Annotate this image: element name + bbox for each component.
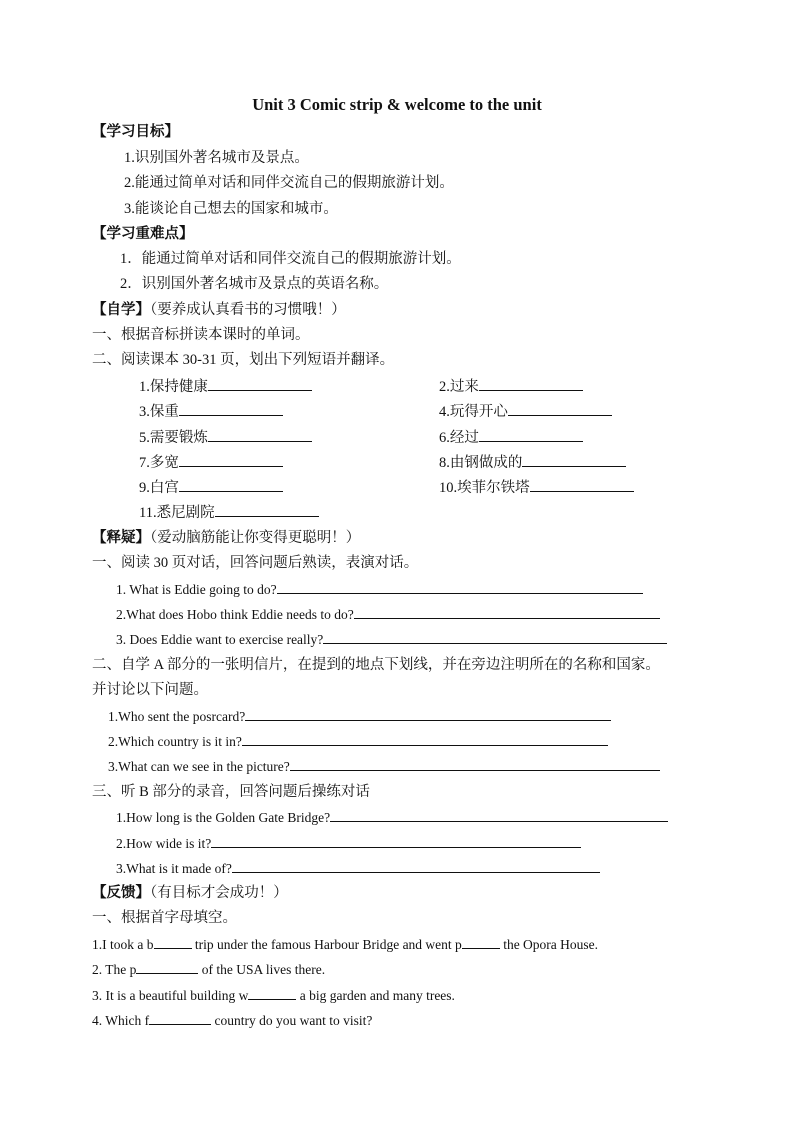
phrase-item: 9.白宫 [139, 478, 283, 497]
explain-note: （爱动脑筋能让你变得更聪明！） [150, 530, 361, 546]
feedback-heading: 【反馈】 [92, 885, 150, 901]
objective-item: 3.能谈论自己想去的国家和城市。 [124, 201, 338, 217]
answer-blank[interactable] [479, 428, 583, 442]
explain-part3-instruction: 三、听 B 部分的录音，回答问题后操练对话 [92, 784, 370, 800]
self-study-header [92, 301, 346, 319]
question-item: 1.How long is the Golden Gate Bridge? [116, 808, 668, 827]
key-points-heading: 【学习重难点】 [92, 226, 194, 242]
objective-item: 2.能通过简单对话和同伴交流自己的假期旅游计划。 [124, 175, 454, 191]
answer-blank[interactable] [136, 960, 198, 974]
answer-blank[interactable] [211, 834, 581, 848]
question-item: 2.How wide is it? [116, 834, 581, 853]
answer-blank[interactable] [330, 808, 668, 822]
answer-blank[interactable] [462, 935, 500, 949]
answer-blank[interactable] [242, 732, 608, 746]
answer-blank[interactable] [290, 757, 660, 771]
answer-blank[interactable] [508, 402, 612, 416]
phrase-item: 11.悉尼剧院 [139, 503, 319, 522]
explain-part2-instruction: 二、自学 A 部分的一张明信片，在提到的地点下划线，并在旁边注明所在的名称和国家。 [92, 657, 660, 673]
question-item: 3.What is it made of? [116, 859, 600, 878]
fill-blank-item: 2. The p of the USA lives there. [92, 962, 326, 977]
answer-blank[interactable] [530, 478, 634, 492]
answer-blank[interactable] [208, 377, 312, 391]
answer-blank[interactable] [179, 478, 283, 492]
answer-blank[interactable] [232, 859, 600, 873]
answer-blank[interactable] [208, 428, 312, 442]
answer-blank[interactable] [248, 986, 296, 1000]
answer-blank[interactable] [149, 1011, 211, 1025]
phrase-item: 4.玩得开心 [439, 402, 612, 421]
answer-blank[interactable] [215, 503, 319, 517]
page-title: Unit 3 Comic strip & welcome to the unit [252, 95, 542, 114]
fill-blank-item: 4. Which f country do you want to visit? [92, 1013, 373, 1028]
answer-blank[interactable] [245, 707, 611, 721]
phrase-item: 7.多宽 [139, 453, 283, 472]
answer-blank[interactable] [277, 580, 643, 594]
self-study-task: 一、根据音标拼读本课时的单词。 [92, 327, 310, 343]
objective-item: 1.识别国外著名城市及景点。 [124, 150, 309, 166]
answer-blank[interactable] [154, 935, 192, 949]
phrase-item: 6.经过 [439, 428, 583, 447]
phrase-item: 2.过来 [439, 377, 583, 396]
answer-blank[interactable] [323, 630, 667, 644]
answer-blank[interactable] [354, 605, 660, 619]
feedback-header [92, 884, 288, 902]
feedback-instruction: 一、根据首字母填空。 [92, 910, 237, 926]
explain-part2-instruction: 并讨论以下问题。 [92, 682, 208, 698]
question-item: 3. Does Eddie want to exercise really? [116, 630, 667, 649]
phrase-item: 8.由钢做成的 [439, 453, 626, 472]
question-item: 1.Who sent the posrcard? [108, 707, 611, 726]
feedback-note: （有目标才会成功！） [150, 885, 288, 901]
phrase-item: 1.保持健康 [139, 377, 312, 396]
self-study-heading: 【自学】 [92, 302, 150, 318]
answer-blank[interactable] [179, 402, 283, 416]
phrase-item: 10.埃菲尔铁塔 [439, 478, 634, 497]
key-point-item: 1．能通过简单对话和同伴交流自己的假期旅游计划。 [120, 251, 461, 267]
question-item: 2.Which country is it in? [108, 732, 608, 751]
answer-blank[interactable] [522, 453, 626, 467]
question-item: 1. What is Eddie going to do? [116, 580, 643, 599]
phrase-item: 5.需要锻炼 [139, 428, 312, 447]
fill-blank-item: 1.I took a b trip under the famous Harbour Bridge and went p the Opora House. [92, 937, 599, 952]
key-point-item: 2．识别国外著名城市及景点的英语名称。 [120, 276, 389, 292]
self-study-task: 二、阅读课本 30-31 页，划出下列短语并翻译。 [92, 352, 395, 368]
explain-header [92, 529, 360, 547]
answer-blank[interactable] [179, 453, 283, 467]
explain-heading: 【释疑】 [92, 530, 150, 546]
self-study-note: （要养成认真看书的习惯哦！） [150, 302, 346, 318]
answer-blank[interactable] [479, 377, 583, 391]
objectives-heading: 【学习目标】 [92, 124, 179, 140]
question-item: 3.What can we see in the picture? [108, 757, 660, 776]
question-item: 2.What does Hobo think Eddie needs to do? [116, 605, 660, 624]
fill-blank-item: 3. It is a beautiful building w a big garden and many trees. [92, 988, 455, 1003]
explain-part1-instruction: 一、阅读 30 页对话，回答问题后熟读，表演对话。 [92, 555, 419, 571]
phrase-item: 3.保重 [139, 402, 283, 421]
